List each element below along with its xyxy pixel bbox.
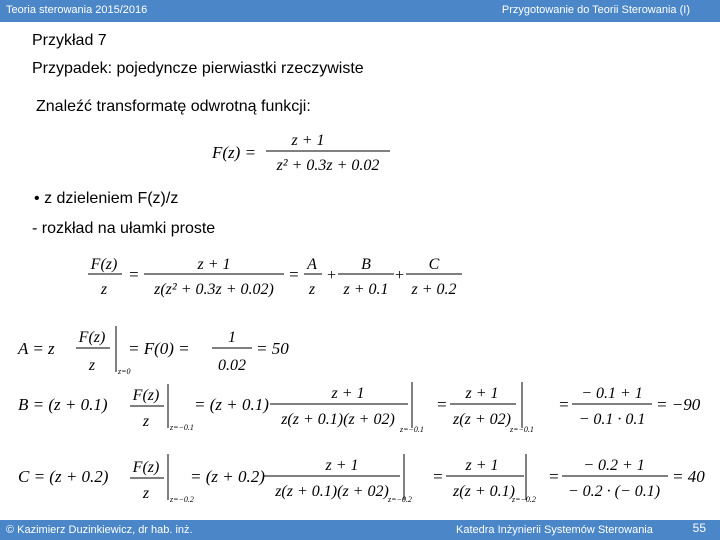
decomp-left-den: z [100,281,108,298]
coefficient-b-equation [16,380,706,438]
decomp-eq2: = [288,265,300,284]
eqC-sub3: z=−0.2 [512,495,536,504]
eqA-sub: z=0 [118,367,131,376]
eqB-result: = −90 [656,395,701,414]
eqB-lhs: B = (z + 0.1) [18,395,108,414]
eqB-eq4: = [558,395,570,414]
eqB-eq3: = [436,395,448,414]
eqC-sub2: z=−0.2 [388,495,412,504]
fz-equation [200,126,400,178]
eqC-mid: = (z + 0.2) [190,467,265,486]
term-b-num: B [361,256,371,273]
eqA-result: = 50 [256,339,289,358]
eqC-lhs: C = (z + 0.2) [18,467,109,486]
eqC-d4: − 0.2 · (− 0.1) [567,483,661,500]
eqA-r-den: 0.02 [218,357,246,374]
fz-lhs: F(z) = [212,143,257,162]
eqA-lhs: A = z [18,339,55,358]
eqB-den: z [142,413,150,430]
coefficient-c-equation [16,452,706,510]
footer-bar [0,520,720,540]
fz-denominator: z² + 0.3z + 0.02 [276,157,380,174]
eqC-d2: z(z + 0.1)(z + 02) [275,483,389,500]
eqC-n4: − 0.2 + 1 [583,457,645,474]
method-bullet-text: z dzieleniem F(z)/z [44,190,179,207]
eqA-r-num: 1 [228,329,236,346]
term-c-den: z + 0.2 [411,281,457,298]
eqB-n4: − 0.1 + 1 [581,385,643,402]
term-a-den: z [308,281,316,298]
term-c-num: C [428,256,440,273]
eqC-n2: z + 1 [325,457,359,474]
header-bar [0,0,720,22]
term-b-den: z + 0.1 [343,281,389,298]
decomp-eq1: = [128,265,140,284]
decomp-left-num: F(z) [90,256,118,273]
decomp-mid-den: z(z² + 0.3z + 0.02) [154,281,274,298]
coefficient-a-equation [16,322,316,378]
eqA-num: F(z) [78,329,106,346]
eqC-eq3: = [432,467,444,486]
decomposition-equation [84,250,474,304]
page-number: 55 [692,521,706,535]
eqB-d4: − 0.1 · 0.1 [578,411,646,428]
lecture-title: Przygotowanie do Teorii Sterowania (I) [501,4,690,16]
course-title: Teoria sterowania 2015/2016 [6,4,148,16]
method-bullet [34,190,178,208]
eqB-sub1: z=−0.1 [170,423,194,432]
eqA-mid: = F(0) = [128,339,190,358]
case-heading: Przypadek: pojedyncze pierwiastki rzeczywiste [32,60,364,77]
eqC-n3: z + 1 [465,457,499,474]
bullet-icon: • [34,190,40,207]
eqB-n3: z + 1 [465,385,499,402]
eqB-d2: z(z + 0.1)(z + 02) [281,411,395,428]
eqC-num: F(z) [132,459,160,476]
eqC-d3: z(z + 0.1) [453,483,515,500]
fz-numerator: z + 1 [291,132,325,149]
eqB-mid: = (z + 0.1) [194,395,269,414]
decomp-plus1: + [326,267,337,284]
eqB-n2: z + 1 [331,385,365,402]
term-a-num: A [307,256,317,273]
eqC-eq4: = [548,467,560,486]
method-step: - rozkład na ułamki proste [32,220,216,237]
eqC-den: z [142,485,150,502]
eqC-sub1: z=−0.2 [170,495,194,504]
eqA-den: z [88,357,96,374]
decomp-mid-num: z + 1 [197,256,231,273]
department: Katedra Inżynierii Systemów Sterowania [456,524,653,536]
eqC-result: = 40 [672,467,705,486]
task-text: Znaleźć transformatę odwrotną funkcji: [36,98,311,115]
eqB-sub2: z=−0.1 [400,425,424,434]
author: © Kazimierz Duzinkiewicz, dr hab. inż. [6,524,193,536]
eqB-num: F(z) [132,387,160,404]
decomp-plus2: + [394,267,405,284]
example-heading: Przykład 7 [32,32,107,49]
eqB-d3: z(z + 02) [453,411,511,428]
eqB-sub3: z=−0.1 [510,425,534,434]
